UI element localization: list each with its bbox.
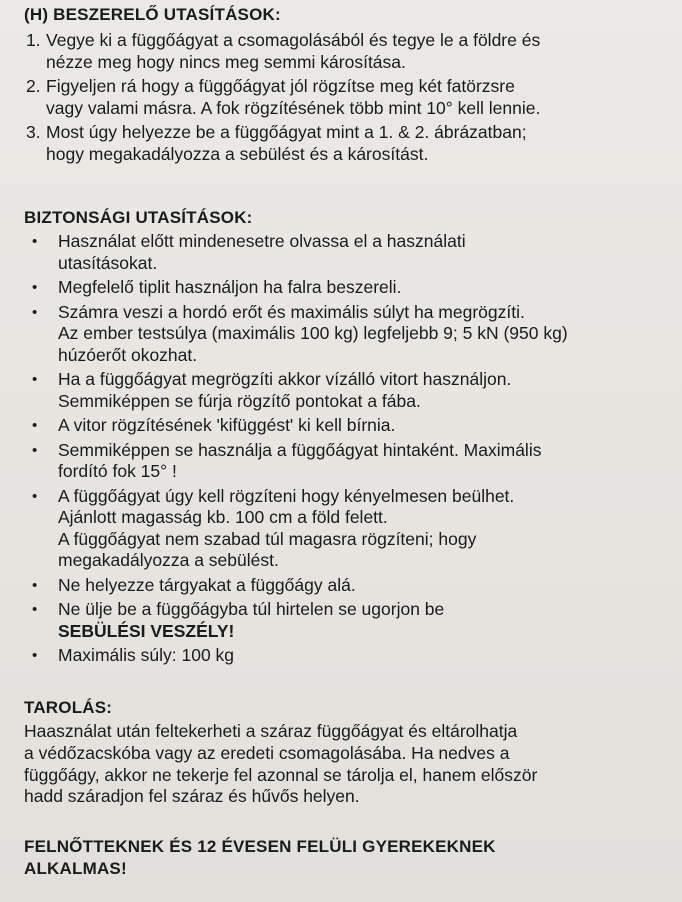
safety-item: • Ha a függőágyat megrögzíti akkor vízálló vitort használjon. Semmiképpen se fúrja rögzítő pontokat a fába. (32, 369, 512, 411)
storage-heading: TAROLÁS: (24, 698, 113, 717)
safety-item: • Ne ülje be a függőágyba túl hirtelen se ugorjon be SEBÜLÉSI VESZÉLY! (24, 599, 568, 642)
safety-list (24, 231, 568, 667)
assembly-heading: (H) BESZERELŐ UTASÍTÁSOK: (24, 5, 281, 24)
safety-section (24, 207, 568, 670)
safety-item: • Semmiképpen se használja a függőágyat hintaként. Maximális fordító fok 15° ! (32, 439, 542, 481)
assembly-list (24, 30, 540, 165)
storage-section (24, 697, 537, 808)
safety-item: • A függőágyat úgy kell rögzíteni hogy kényelmesen beülhet. Ajánlott magasság kb. 100 cm a föld felett. A függőágyat nem szabad túl magasra rögzíteni; hogy megakadályozza a sebülést. (32, 485, 515, 570)
safety-item: • A vitor rögzítésének 'kifüggést' ki kell bírnia. (32, 415, 396, 435)
safety-item: • Használat előtt mindenesetre olvassa el a használati utasításokat. (32, 231, 466, 273)
safety-item: • Maximális súly: 100 kg (32, 645, 235, 665)
assembly-section (24, 4, 540, 168)
storage-text: Haasználat után feltekerheti a száraz függőágyat és eltárolhatja a védőzacskóba vagy az eredeti csomagolásába. Ha nedves a függőágy, akkor ne tekerje fel azonnal se tárolja el, hanem először hadd száradjon fel száraz és hűvős helyen. (24, 721, 538, 807)
safety-item: • Számra veszi a hordó erőt és maximális súlyt ha megrögzíti. Az ember testsúlya (maximális 100 kg) legfeljebb 9; 5 kN (950 kg) húzóerőt okozhat. (32, 301, 568, 365)
assembly-item: 3. Most úgy helyezze be a függőágyat mint a 1. & 2. ábrázatban; hogy megakadályozza a sebülést és a károsítást. (26, 122, 527, 164)
injury-warning: SEBÜLÉSI VESZÉLY! (58, 620, 235, 641)
age-notice: FELNŐTTEKNEK ÉS 12 ÉVESEN FELÜLI GYEREKEKNEK ALKALMAS! (24, 837, 496, 878)
assembly-item: 1. Vegye ki a függőágyat a csomagolásából és tegye le a földre és nézze meg hogy nincs meg semmi károsítása. (26, 30, 541, 72)
assembly-item: 2. Figyeljen rá hogy a függőágyat jól rögzítse meg két fatörzsre vagy valami másra. A fok rögzítésének több mint 10° kell lennie. (26, 76, 541, 118)
safety-item: • Ne helyezze tárgyakat a függőágy alá. (32, 574, 356, 595)
safety-item: • Megfelelő tiplit használjon ha falra beszereli. (32, 277, 402, 297)
safety-heading: BIZTONSÁGI UTASÍTÁSOK: (24, 208, 253, 227)
